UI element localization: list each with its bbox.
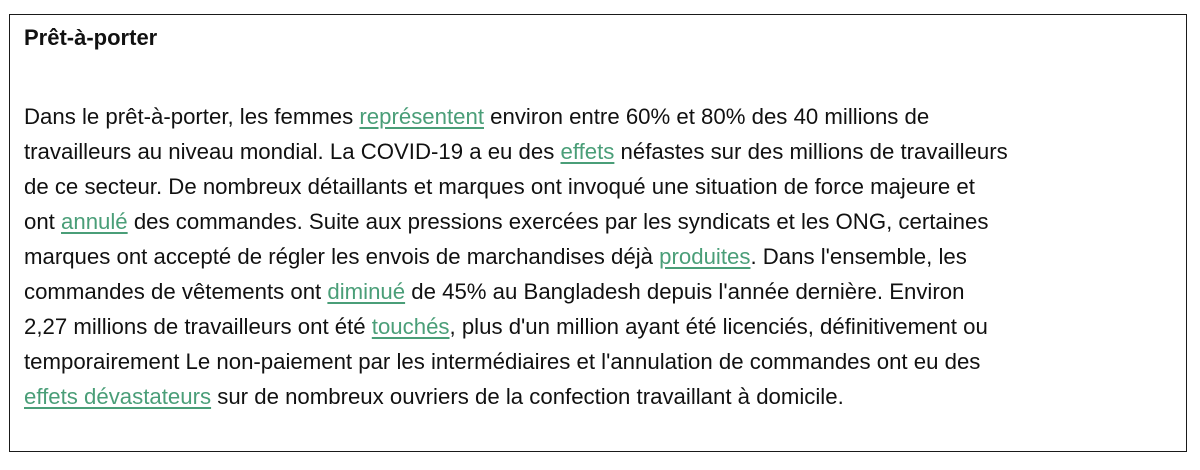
text-segment: , plus d'un million ayant été licenciés, définitivement ou bbox=[449, 314, 988, 339]
paragraph-line bbox=[24, 169, 1174, 204]
text-segment: de ce secteur. De nombreux détaillants et marques ont invoqué une situation de force majeure et bbox=[24, 174, 975, 199]
paragraph-line bbox=[24, 239, 1174, 274]
keyword-link[interactable]: effets bbox=[560, 139, 615, 164]
keyword-link[interactable]: effets dévastateurs bbox=[24, 384, 212, 409]
paragraph-line bbox=[24, 274, 1174, 309]
text-segment: de 45% au Bangladesh depuis l'année dernière. Environ bbox=[405, 279, 965, 304]
keyword-link[interactable]: touchés bbox=[371, 314, 450, 339]
text-segment: ont bbox=[24, 209, 62, 234]
text-segment: travailleurs au niveau mondial. La COVID-19 a eu des bbox=[24, 139, 561, 164]
text-segment: temporairement Le non-paiement par les intermédiaires et l'annulation de commandes ont eu des bbox=[24, 349, 981, 374]
paragraph-line bbox=[24, 204, 1174, 239]
text-segment: sur de nombreux ouvriers de la confection travaillant à domicile. bbox=[211, 384, 844, 409]
text-segment: des commandes. Suite aux pressions exercées par les syndicats et les ONG, certaines bbox=[127, 209, 989, 234]
text-segment: marques ont accepté de régler les envois de marchandises déjà bbox=[24, 244, 660, 269]
paragraph-line bbox=[24, 134, 1174, 169]
text-segment: néfastes sur des millions de travailleurs bbox=[614, 139, 1008, 164]
keyword-link[interactable]: représentent bbox=[359, 104, 484, 129]
keyword-link[interactable]: diminué bbox=[327, 279, 406, 304]
paragraph-line bbox=[24, 379, 1174, 414]
text-segment: commandes de vêtements ont bbox=[24, 279, 328, 304]
paragraph-line bbox=[24, 309, 1174, 344]
text-segment: environ entre 60% et 80% des 40 millions de bbox=[483, 104, 930, 129]
text-segment: . Dans l'ensemble, les bbox=[750, 244, 967, 269]
paragraph-line bbox=[24, 99, 1174, 134]
box-title: Prêt-à-porter bbox=[24, 25, 158, 50]
text-segment: 2,27 millions de travailleurs ont été bbox=[24, 314, 372, 339]
text-segment: Dans le prêt-à-porter, les femmes bbox=[24, 104, 360, 129]
text-box bbox=[9, 14, 1187, 452]
keyword-link[interactable]: annulé bbox=[61, 209, 128, 234]
paragraph-line bbox=[24, 344, 1174, 379]
keyword-link[interactable]: produites bbox=[659, 244, 751, 269]
body-paragraph bbox=[24, 99, 1174, 414]
